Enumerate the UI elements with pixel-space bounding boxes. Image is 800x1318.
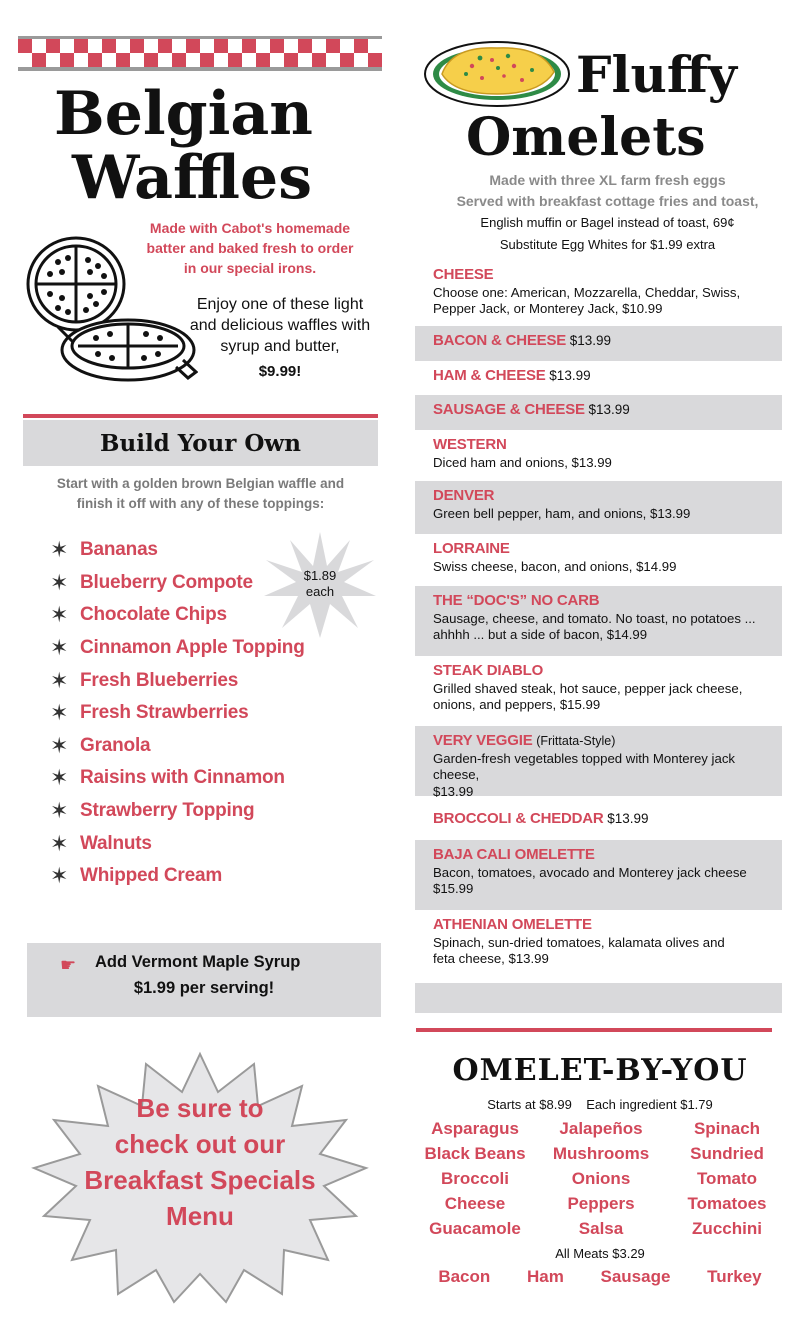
asterisk-icon: ✶	[50, 537, 69, 563]
specials-line: check out our	[114, 1129, 286, 1159]
byo-title: OMELET-BY-YOU	[452, 1053, 748, 1088]
omelet-desc: ahhhh ... but a side of bacon, $14.99	[433, 627, 648, 643]
topping-item	[50, 664, 350, 697]
waffles-enjoy-line: Enjoy one of these light	[196, 296, 364, 313]
waffle-iron-icon	[18, 222, 198, 390]
topping-item	[50, 697, 350, 730]
topping-name: Raisins with Cinnamon	[80, 767, 285, 789]
topping-name: Fresh Blueberries	[80, 669, 239, 691]
omelet-item	[415, 656, 782, 726]
burst-text	[282, 568, 358, 600]
ingredient: Onions	[571, 1169, 631, 1188]
burst-unit: each	[305, 584, 335, 599]
omelet-desc: onions, and peppers, $15.99	[433, 697, 601, 713]
ingredient: Sundried	[690, 1144, 764, 1163]
topping-name: Blueberry Compote	[80, 571, 253, 593]
meat: Ham	[526, 1267, 564, 1286]
omelet-item	[415, 910, 782, 982]
omelet-name: LORRAINE	[433, 540, 510, 557]
build-title: Build Your Own	[100, 429, 301, 457]
topping-name: Chocolate Chips	[80, 604, 227, 626]
omelet-item	[415, 361, 782, 395]
ingredient: Tomato	[696, 1169, 758, 1188]
omelets-sub4: Substitute Egg Whites for $1.99 extra	[499, 237, 716, 252]
waffles-title-line2: Waffles	[72, 143, 312, 213]
omelet-name: STEAK DIABLO	[433, 662, 544, 679]
topping-name: Strawberry Topping	[80, 800, 255, 822]
omelets-title-line2: Omelets	[466, 107, 706, 168]
omelet-item	[415, 534, 782, 586]
topping-name: Cinnamon Apple Topping	[80, 637, 305, 659]
omelet-name: SAUSAGE & CHEESE	[433, 401, 585, 418]
ingredient: Jalapeños	[559, 1119, 643, 1138]
checker-banner	[18, 36, 382, 71]
waffles-intro-line: Made with Cabot's homemade	[149, 220, 351, 236]
ingredient: Peppers	[567, 1194, 635, 1213]
specials-text	[40, 1090, 360, 1234]
build-rule	[23, 414, 378, 418]
byo-ingredients	[412, 1116, 790, 1241]
build-desc-line: Start with a golden brown Belgian waffle and	[56, 476, 345, 491]
topping-name: Granola	[80, 734, 151, 756]
waffles-intro-line: in our special irons.	[183, 260, 317, 276]
syrup-box	[27, 943, 381, 1017]
asterisk-icon: ✶	[50, 765, 69, 791]
omelet-item	[415, 260, 782, 326]
omelet-desc: Green bell pepper, ham, and onions, $13.99	[433, 505, 691, 521]
byo-starts: Starts at $8.99	[487, 1097, 572, 1112]
meat: Turkey	[707, 1267, 762, 1286]
omelet-name: WESTERN	[433, 436, 507, 453]
ingredient: Guacamole	[429, 1219, 521, 1238]
burst-price: $1.89	[303, 568, 337, 583]
topping-item	[50, 860, 350, 893]
topping-name: Fresh Strawberries	[80, 702, 249, 724]
ingredient: Mushrooms	[552, 1144, 650, 1163]
waffles-title-line1: Belgian	[54, 79, 313, 149]
omelet-item	[415, 395, 782, 430]
omelet-list-footer	[415, 983, 782, 1013]
syrup-line2: $1.99 per serving!	[133, 979, 275, 997]
topping-name: Whipped Cream	[80, 865, 223, 887]
omelets-sub1: Made with three XL farm fresh eggs	[489, 172, 726, 188]
topping-item	[50, 795, 350, 828]
omelet-item	[415, 726, 782, 799]
omelet-note: (Frittata-Style)	[536, 734, 616, 748]
build-header	[23, 420, 378, 466]
waffles-price: $9.99!	[258, 363, 302, 380]
waffles-intro-line: batter and baked fresh to order	[146, 240, 354, 256]
asterisk-icon: ✶	[50, 667, 69, 693]
omelet-name: BAJA CALI OMELETTE	[433, 846, 595, 863]
asterisk-icon: ✶	[50, 732, 69, 758]
specials-line: Menu	[166, 1201, 234, 1231]
omelet-item	[415, 804, 782, 840]
topping-name: Bananas	[80, 539, 158, 561]
omelet-desc: Garden-fresh vegetables topped with Monterey jack cheese,	[433, 750, 736, 783]
byo-each: Each ingredient $1.79	[586, 1097, 713, 1112]
omelet-price: $13.99	[588, 402, 630, 417]
omelets-intro	[415, 170, 800, 256]
omelet-price: $13.99	[607, 811, 649, 826]
topping-item	[50, 827, 350, 860]
waffles-enjoy-line: syrup and butter,	[220, 338, 340, 355]
omelet-item	[415, 586, 782, 656]
ingredient: Asparagus	[431, 1119, 519, 1138]
omelet-desc: $15.99	[433, 881, 474, 897]
omelet-name: BACON & CHEESE	[433, 332, 567, 349]
omelet-desc: Sausage, cheese, and tomato. No toast, no potatoes ...	[433, 610, 756, 626]
ingredient: Spinach	[693, 1119, 761, 1138]
omelet-name: DENVER	[433, 487, 495, 504]
omelet-name: BROCCOLI & CHEDDAR	[433, 810, 604, 827]
omelet-desc: Diced ham and onions, $13.99	[433, 454, 612, 470]
asterisk-icon: ✶	[50, 798, 69, 824]
byo-meats-label: All Meats $3.29	[555, 1246, 645, 1261]
omelet-desc: $13.99	[433, 783, 474, 799]
meat: Bacon	[438, 1267, 491, 1286]
asterisk-icon: ✶	[50, 569, 69, 595]
ingredient: Cheese	[444, 1194, 506, 1213]
omelets-sub3: English muffin or Bagel instead of toast, 69¢	[480, 215, 735, 230]
byo-rule	[416, 1028, 772, 1032]
ingredient: Black Beans	[424, 1144, 526, 1163]
omelet-item	[415, 430, 782, 481]
ingredient: Tomatoes	[687, 1194, 767, 1213]
omelet-name: HAM & CHEESE	[433, 367, 546, 384]
specials-line: Breakfast Specials	[84, 1165, 316, 1195]
omelet-item	[415, 840, 782, 910]
byo-meats	[420, 1264, 780, 1289]
topping-name: Walnuts	[80, 832, 152, 854]
topping-item	[50, 730, 350, 763]
build-desc-line: finish it off with any of these toppings:	[76, 496, 325, 511]
waffles-enjoy-line: and delicious waffles with	[189, 317, 371, 334]
omelet-name: ATHENIAN OMELETTE	[433, 916, 592, 933]
omelet-name: CHEESE	[433, 266, 494, 283]
pointing-hand-icon: ☛	[60, 955, 77, 975]
waffles-title	[52, 79, 382, 213]
asterisk-icon: ✶	[50, 830, 69, 856]
asterisk-icon: ✶	[50, 700, 69, 726]
omelet-price: $13.99	[569, 333, 612, 348]
ingredient: Zucchini	[692, 1219, 762, 1238]
omelet-desc: feta cheese, $13.99	[433, 951, 549, 967]
omelets-title-line1: Fluffy	[576, 45, 737, 104]
topping-item	[50, 762, 350, 795]
omelet-item	[415, 326, 782, 361]
omelet-desc: Swiss cheese, bacon, and onions, $14.99	[433, 558, 677, 574]
omelet-item	[415, 481, 782, 534]
meat: Sausage	[600, 1267, 671, 1286]
build-desc	[23, 474, 378, 514]
omelet-desc: Bacon, tomatoes, avocado and Monterey jack cheese	[433, 864, 747, 880]
omelet-desc: Choose one: American, Mozzarella, Cheddar, Swiss,	[433, 284, 741, 300]
omelet-name: VERY VEGGIE	[433, 732, 533, 749]
ingredient: Salsa	[578, 1219, 624, 1238]
ingredient: Broccoli	[440, 1169, 510, 1188]
omelet-name: THE “DOC'S” NO CARB	[433, 592, 600, 609]
asterisk-icon: ✶	[50, 602, 69, 628]
syrup-line1: Add Vermont Maple Syrup	[95, 953, 301, 971]
byo-pricing	[415, 1097, 785, 1112]
omelet-desc: Spinach, sun-dried tomatoes, kalamata olives and	[433, 934, 725, 950]
omelets-sub2: Served with breakfast cottage fries and toast,	[456, 193, 759, 209]
omelet-desc: Grilled shaved steak, hot sauce, pepper jack cheese,	[433, 680, 743, 696]
asterisk-icon: ✶	[50, 635, 69, 661]
waffles-enjoy	[180, 294, 380, 382]
omelet-desc: Pepper Jack, or Monterey Jack, $10.99	[433, 301, 663, 317]
specials-line: Be sure to	[136, 1093, 264, 1123]
asterisk-icon: ✶	[50, 863, 69, 889]
omelet-price: $13.99	[549, 368, 591, 383]
omelet-plate-icon	[422, 36, 572, 108]
